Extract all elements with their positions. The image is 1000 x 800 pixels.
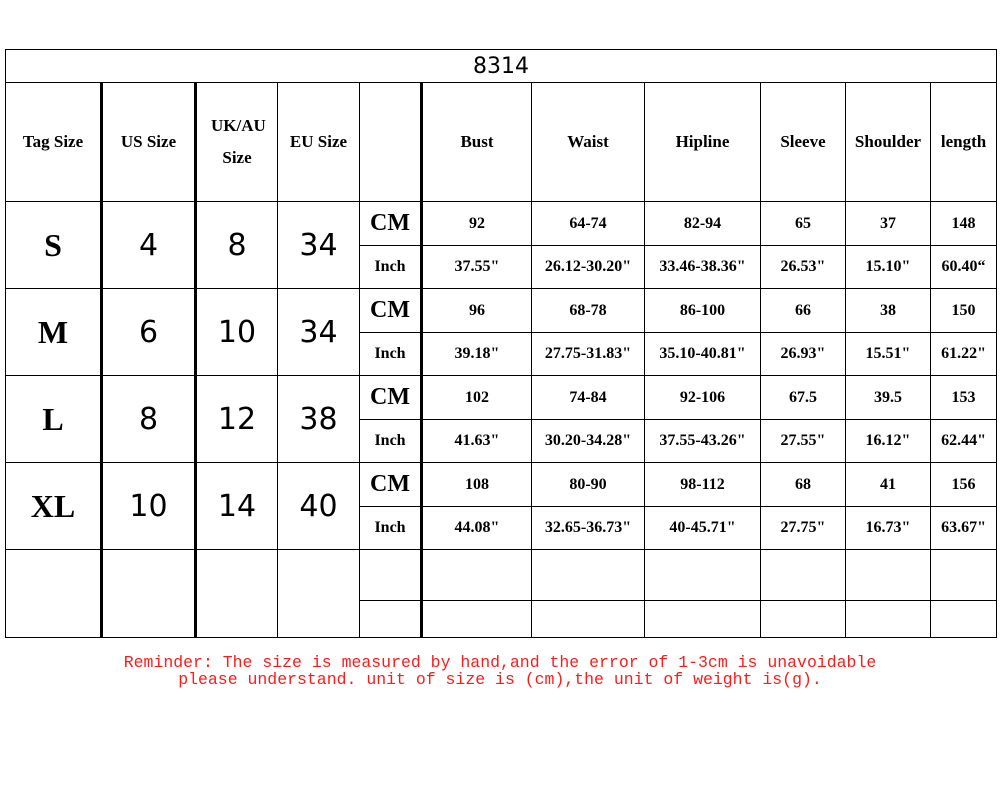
unit-cm-label: CM xyxy=(360,463,422,507)
sleeve-inch-cell: 26.53" xyxy=(761,246,846,289)
eu-size-cell: 40 xyxy=(278,463,360,550)
table-row xyxy=(6,202,997,246)
bust-cm-cell: 108 xyxy=(422,463,532,507)
empty-cell xyxy=(931,601,997,638)
sleeve-inch-cell: 27.55" xyxy=(761,420,846,463)
waist-cm-cell: 80-90 xyxy=(532,463,645,507)
length-inch-cell: 62.44" xyxy=(931,420,997,463)
shoulder-cm-cell: 41 xyxy=(846,463,931,507)
empty-cell xyxy=(422,550,532,601)
tag-size-cell: L xyxy=(6,376,102,463)
waist-cm-cell: 74-84 xyxy=(532,376,645,420)
reminder-line-2: please understand. unit of size is (cm),the unit of weight is(g). xyxy=(178,670,822,689)
bust-cm-cell: 96 xyxy=(422,289,532,333)
header-shoulder: Shoulder xyxy=(846,83,931,202)
length-inch-cell: 63.67" xyxy=(931,507,997,550)
shoulder-cm-cell: 38 xyxy=(846,289,931,333)
bust-inch-cell: 44.08" xyxy=(422,507,532,550)
unit-inch-label: Inch xyxy=(360,420,422,463)
us-size-cell: 4 xyxy=(102,202,196,289)
header-uk-au-size: UK/AU Size xyxy=(196,83,278,202)
empty-cell xyxy=(102,550,196,638)
waist-inch-cell: 26.12-30.20" xyxy=(532,246,645,289)
chart-title: 8314 xyxy=(6,50,997,83)
bust-inch-cell: 39.18" xyxy=(422,333,532,376)
hipline-cm-cell: 82-94 xyxy=(645,202,761,246)
sleeve-cm-cell: 65 xyxy=(761,202,846,246)
empty-cell xyxy=(846,550,931,601)
empty-cell xyxy=(846,601,931,638)
table-row xyxy=(6,376,997,420)
hipline-cm-cell: 92-106 xyxy=(645,376,761,420)
hipline-inch-cell: 35.10-40.81" xyxy=(645,333,761,376)
length-inch-cell: 60.40“ xyxy=(931,246,997,289)
reminder-note xyxy=(0,654,1000,688)
header-bust: Bust xyxy=(422,83,532,202)
eu-size-cell: 34 xyxy=(278,289,360,376)
us-size-cell: 10 xyxy=(102,463,196,550)
shoulder-cm-cell: 39.5 xyxy=(846,376,931,420)
waist-cm-cell: 68-78 xyxy=(532,289,645,333)
empty-cell xyxy=(931,550,997,601)
shoulder-inch-cell: 15.10" xyxy=(846,246,931,289)
reminder-line-1: Reminder: The size is measured by hand,and the error of 1-3cm is unavoidable xyxy=(123,653,877,672)
shoulder-cm-cell: 37 xyxy=(846,202,931,246)
empty-cell xyxy=(6,550,102,638)
empty-cell xyxy=(196,550,278,638)
bust-inch-cell: 37.55" xyxy=(422,246,532,289)
empty-cell xyxy=(761,550,846,601)
uk-size-cell: 12 xyxy=(196,376,278,463)
bust-cm-cell: 102 xyxy=(422,376,532,420)
size-chart-table xyxy=(5,49,997,638)
empty-cell xyxy=(422,601,532,638)
bust-inch-cell: 41.63" xyxy=(422,420,532,463)
us-size-cell: 6 xyxy=(102,289,196,376)
table-row xyxy=(6,289,997,333)
waist-inch-cell: 30.20-34.28" xyxy=(532,420,645,463)
empty-cell xyxy=(645,550,761,601)
shoulder-inch-cell: 16.73" xyxy=(846,507,931,550)
eu-size-cell: 38 xyxy=(278,376,360,463)
sleeve-cm-cell: 66 xyxy=(761,289,846,333)
tag-size-cell: M xyxy=(6,289,102,376)
shoulder-inch-cell: 16.12" xyxy=(846,420,931,463)
sleeve-cm-cell: 68 xyxy=(761,463,846,507)
waist-inch-cell: 27.75-31.83" xyxy=(532,333,645,376)
hipline-inch-cell: 37.55-43.26" xyxy=(645,420,761,463)
sleeve-inch-cell: 27.75" xyxy=(761,507,846,550)
length-cm-cell: 156 xyxy=(931,463,997,507)
header-us-size: US Size xyxy=(102,83,196,202)
hipline-cm-cell: 86-100 xyxy=(645,289,761,333)
unit-inch-label: Inch xyxy=(360,507,422,550)
uk-size-cell: 14 xyxy=(196,463,278,550)
shoulder-inch-cell: 15.51" xyxy=(846,333,931,376)
header-sleeve: Sleeve xyxy=(761,83,846,202)
tag-size-cell: XL xyxy=(6,463,102,550)
length-cm-cell: 153 xyxy=(931,376,997,420)
empty-cell xyxy=(532,550,645,601)
tag-size-cell: S xyxy=(6,202,102,289)
hipline-inch-cell: 33.46-38.36" xyxy=(645,246,761,289)
length-inch-cell: 61.22" xyxy=(931,333,997,376)
uk-size-cell: 10 xyxy=(196,289,278,376)
table-row xyxy=(6,463,997,507)
empty-cell xyxy=(360,550,422,601)
eu-size-cell: 34 xyxy=(278,202,360,289)
waist-cm-cell: 64-74 xyxy=(532,202,645,246)
length-cm-cell: 148 xyxy=(931,202,997,246)
header-length: length xyxy=(931,83,997,202)
empty-row xyxy=(6,550,997,601)
empty-cell xyxy=(532,601,645,638)
bust-cm-cell: 92 xyxy=(422,202,532,246)
uk-size-cell: 8 xyxy=(196,202,278,289)
header-hipline: Hipline xyxy=(645,83,761,202)
us-size-cell: 8 xyxy=(102,376,196,463)
header-tag-size: Tag Size xyxy=(6,83,102,202)
header-waist: Waist xyxy=(532,83,645,202)
hipline-inch-cell: 40-45.71" xyxy=(645,507,761,550)
empty-cell xyxy=(761,601,846,638)
empty-cell xyxy=(360,601,422,638)
unit-cm-label: CM xyxy=(360,376,422,420)
unit-inch-label: Inch xyxy=(360,246,422,289)
sleeve-cm-cell: 67.5 xyxy=(761,376,846,420)
empty-cell xyxy=(645,601,761,638)
hipline-cm-cell: 98-112 xyxy=(645,463,761,507)
unit-inch-label: Inch xyxy=(360,333,422,376)
empty-cell xyxy=(278,550,360,638)
header-eu-size: EU Size xyxy=(278,83,360,202)
waist-inch-cell: 32.65-36.73" xyxy=(532,507,645,550)
header-unit xyxy=(360,83,422,202)
sleeve-inch-cell: 26.93" xyxy=(761,333,846,376)
unit-cm-label: CM xyxy=(360,202,422,246)
length-cm-cell: 150 xyxy=(931,289,997,333)
unit-cm-label: CM xyxy=(360,289,422,333)
